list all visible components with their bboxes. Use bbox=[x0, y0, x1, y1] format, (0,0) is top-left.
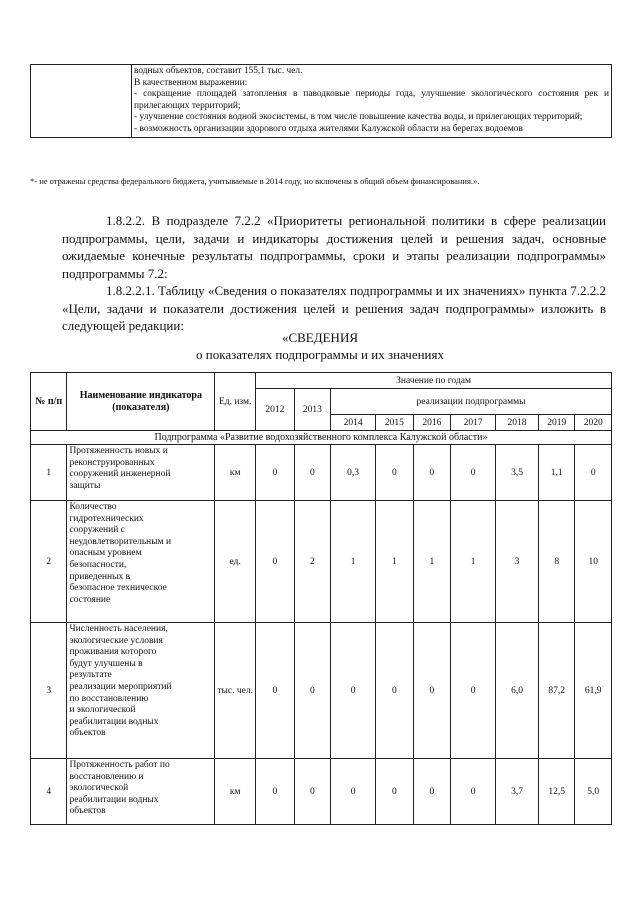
paragraph: 1.8.2.2.1. Таблицу «Сведения о показателях подпрограммы и их значениях» пункта 7.2.2.2 «Цели, задачи и показатели достижения целей и решения задач подпрограммы» изложить в следующей редакции: bbox=[62, 283, 606, 333]
value-cell: 8 bbox=[538, 501, 574, 623]
col-header-year: 2016 bbox=[413, 415, 451, 431]
value-cell: 2 bbox=[294, 501, 330, 623]
row-unit: км bbox=[215, 445, 256, 501]
name-line: реализации мероприятий bbox=[69, 681, 172, 692]
row-unit: ед. bbox=[215, 501, 256, 623]
name-line: будут улучшены в bbox=[69, 658, 143, 669]
col-header-name: Наименование индикатора (показателя) bbox=[67, 373, 215, 431]
value-cell: 0 bbox=[256, 445, 295, 501]
name-line: объектов bbox=[69, 806, 106, 817]
text-line: - возможность организации здорового отдыха жителями Калужской области на берегах водоемов bbox=[134, 123, 523, 134]
row-num: 2 bbox=[31, 501, 67, 623]
row-num: 1 bbox=[31, 445, 67, 501]
value-cell: 1 bbox=[376, 501, 414, 623]
col-header-year: 2014 bbox=[331, 415, 376, 431]
col-header-year: 2019 bbox=[538, 415, 574, 431]
col-header-year: 2020 bbox=[575, 415, 612, 431]
col-header-num: № п/п bbox=[31, 373, 67, 431]
name-line: и экологической bbox=[69, 705, 136, 716]
text-line: - сокращение площадей затопления в паводковые периоды года, улучшение экологического состояния рек и прилегающих территорий; bbox=[134, 89, 609, 111]
value-cell: 3,5 bbox=[496, 445, 539, 501]
col-header-year: 2015 bbox=[376, 415, 414, 431]
row-num: 3 bbox=[31, 623, 67, 759]
col-header-year: 2017 bbox=[451, 415, 496, 431]
name-line: Численность населения, bbox=[69, 624, 168, 634]
col-header-unit: Ед. изм. bbox=[215, 373, 256, 431]
row-unit: км bbox=[215, 759, 256, 825]
value-cell: 0 bbox=[331, 623, 376, 759]
indicator-name bbox=[67, 445, 215, 501]
footnote: *- не отражены средства федерального бюджета, учитываемые в 2014 году, но включены в общий объем финансирования.». bbox=[30, 176, 480, 186]
table-row bbox=[31, 445, 612, 501]
value-cell: 61,9 bbox=[575, 623, 612, 759]
name-line: Протяженность работ по bbox=[69, 760, 170, 770]
text-line: - улучшение состояния водной экосистемы, в том числе повышение качества воды, и прилегающих территорий; bbox=[134, 112, 583, 123]
value-cell: 12,5 bbox=[538, 759, 574, 825]
row-num: 4 bbox=[31, 759, 67, 825]
value-cell: 1 bbox=[451, 501, 496, 623]
value-cell: 10 bbox=[575, 501, 612, 623]
value-cell: 0 bbox=[451, 759, 496, 825]
value-cell: 0 bbox=[331, 759, 376, 825]
name-line: экологической bbox=[69, 783, 129, 794]
value-cell: 6,0 bbox=[496, 623, 539, 759]
empty-cell bbox=[31, 65, 132, 138]
name-line: Протяженность новых и bbox=[69, 446, 168, 456]
expected-results-cell bbox=[132, 65, 612, 138]
value-cell: 0 bbox=[413, 759, 451, 825]
name-line: реабилитации водных bbox=[69, 794, 159, 805]
col-header-year: 2013 bbox=[294, 389, 330, 431]
value-cell: 0 bbox=[294, 445, 330, 501]
name-line: безопасное техническое bbox=[69, 583, 167, 594]
text-line: В качественном выражении: bbox=[134, 77, 248, 88]
col-header-year: 2012 bbox=[256, 389, 295, 431]
name-line: по восстановлению bbox=[69, 693, 149, 704]
table-row bbox=[31, 501, 612, 623]
subprogram-row: Подпрограмма «Развитие водохозяйственного комплекса Калужской области» bbox=[31, 431, 612, 445]
name-line: опасным уровнем bbox=[69, 548, 142, 559]
value-cell: 0,3 bbox=[331, 445, 376, 501]
name-line: восстановлению и bbox=[69, 771, 144, 782]
table-subtitle: о показателях подпрограммы и их значениях bbox=[196, 347, 444, 362]
value-cell: 0 bbox=[413, 445, 451, 501]
name-line: состояние bbox=[69, 594, 111, 605]
value-cell: 0 bbox=[376, 623, 414, 759]
value-cell: 0 bbox=[376, 759, 414, 825]
indicator-name bbox=[67, 623, 215, 759]
value-cell: 0 bbox=[451, 623, 496, 759]
value-cell: 0 bbox=[575, 445, 612, 501]
table-title: «СВЕДЕНИЯ bbox=[281, 330, 359, 345]
name-line: безопасности, bbox=[69, 559, 127, 570]
value-cell: 0 bbox=[294, 759, 330, 825]
value-cell: 3 bbox=[496, 501, 539, 623]
name-line: проживания которого bbox=[69, 647, 157, 658]
col-header-values-by-year: Значение по годам bbox=[256, 373, 612, 389]
col-header-implementation: реализации подпрограммы bbox=[331, 389, 612, 415]
text-line: водных объектов, составит 155,1 тыс. чел. bbox=[134, 66, 303, 76]
value-cell: 1 bbox=[331, 501, 376, 623]
name-line: сооружений инженерной bbox=[69, 469, 171, 480]
value-cell: 0 bbox=[451, 445, 496, 501]
value-cell: 0 bbox=[256, 623, 295, 759]
value-cell: 0 bbox=[256, 759, 295, 825]
name-line: реабилитации водных bbox=[69, 716, 159, 727]
table-row bbox=[31, 759, 612, 825]
table-row bbox=[31, 623, 612, 759]
name-line: приведенных в bbox=[69, 571, 131, 582]
paragraph: 1.8.2.2. В подразделе 7.2.2 «Приоритеты региональной политики в сфере реализации подпрограммы, цели, задачи и индикаторы достижения целей и решения задач, основные ожидаемые конечные результаты подпрограммы, сроки и этапы реализации подпрограммы» подпрограммы 7.2: bbox=[62, 213, 606, 281]
row-unit: тыс. чел. bbox=[215, 623, 256, 759]
value-cell: 1 bbox=[413, 501, 451, 623]
name-line: реконструированных bbox=[69, 457, 155, 468]
name-line: защиты bbox=[69, 480, 101, 491]
value-cell: 0 bbox=[376, 445, 414, 501]
value-cell: 87,2 bbox=[538, 623, 574, 759]
value-cell: 1,1 bbox=[538, 445, 574, 501]
value-cell: 0 bbox=[256, 501, 295, 623]
name-line: экологические условия bbox=[69, 635, 163, 646]
name-line: результате bbox=[69, 670, 112, 681]
value-cell: 0 bbox=[294, 623, 330, 759]
name-line: Количество bbox=[69, 502, 117, 512]
name-line: неудовлетворительным и bbox=[69, 536, 172, 547]
name-line: гидротехнических bbox=[69, 513, 144, 524]
value-cell: 3,7 bbox=[496, 759, 539, 825]
name-line: объектов bbox=[69, 728, 106, 739]
name-line: сооружений с bbox=[69, 525, 125, 536]
indicators-table bbox=[30, 372, 612, 825]
col-header-year: 2018 bbox=[496, 415, 539, 431]
value-cell: 0 bbox=[413, 623, 451, 759]
body-text bbox=[62, 212, 606, 335]
indicator-name bbox=[67, 501, 215, 623]
continuation-table bbox=[30, 64, 612, 138]
indicator-name bbox=[67, 759, 215, 825]
value-cell: 5,0 bbox=[575, 759, 612, 825]
